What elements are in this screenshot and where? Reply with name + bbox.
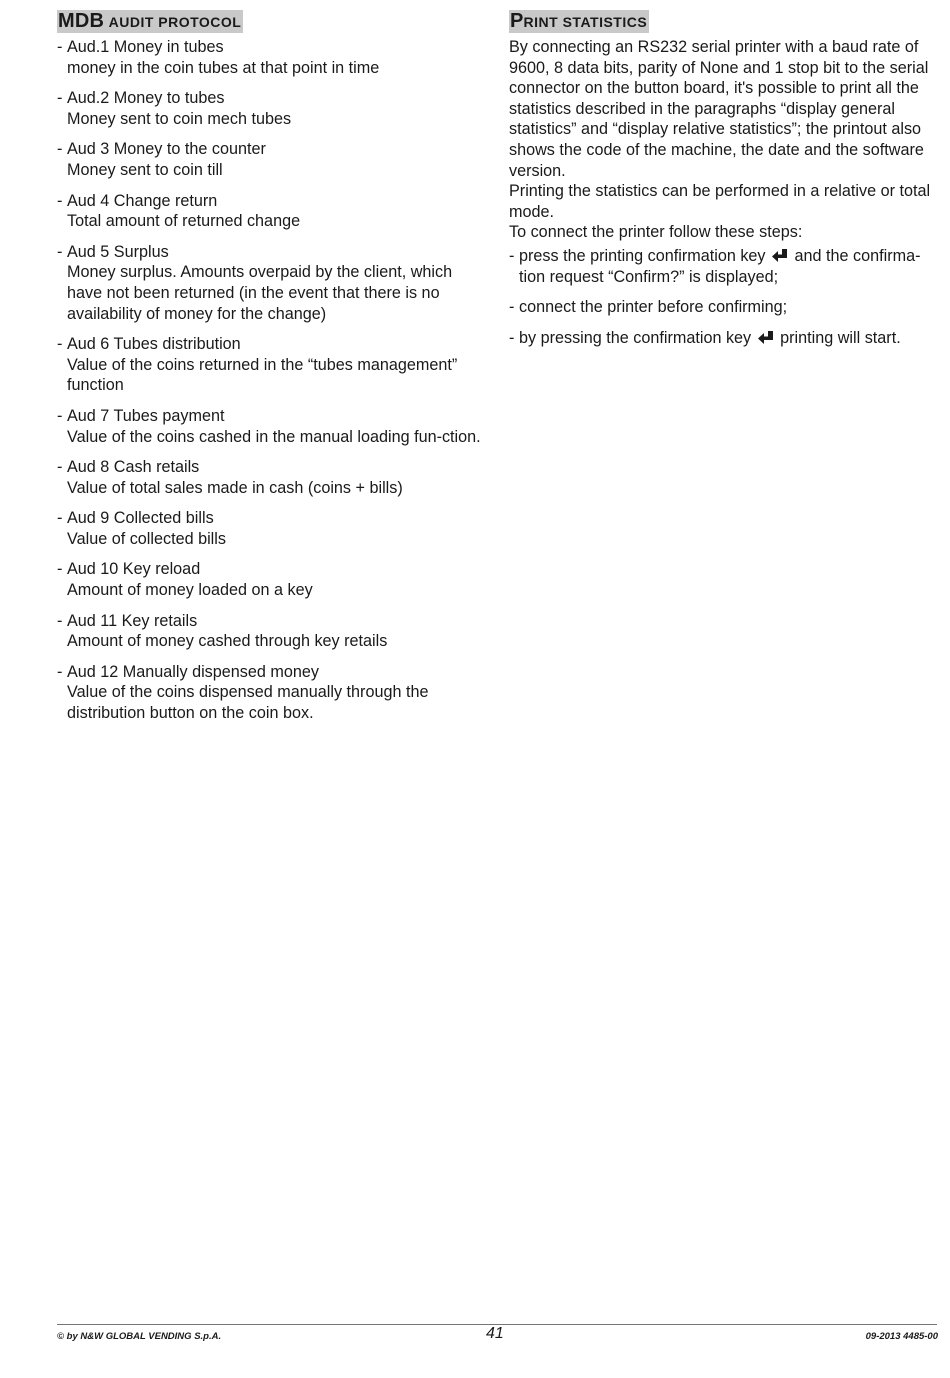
list-dash: -	[57, 191, 63, 210]
enter-key-icon	[757, 330, 775, 346]
heading-mdb: MDB	[58, 10, 105, 32]
audit-item-title: Aud 4 Change return	[67, 191, 218, 210]
audit-item-desc: Amount of money cashed through key retails	[67, 632, 388, 651]
enter-key-icon	[771, 248, 789, 264]
audit-item-title: Aud 9 Collected bills	[67, 509, 214, 528]
audit-item-desc: Value of total sales made in cash (coins + bills)	[67, 478, 403, 497]
mode-paragraph: Printing the statistics can be performed in a relative or total mode.	[509, 182, 931, 221]
step-text-before: connect the printer before confirming;	[519, 298, 788, 317]
list-dash: -	[57, 38, 63, 56]
list-dash: -	[57, 89, 63, 108]
step-text-before: press the printing confirmation key	[519, 246, 766, 265]
audit-item	[57, 139, 482, 180]
list-dash: -	[509, 246, 515, 265]
audit-item-desc: Money sent to coin till	[67, 160, 223, 179]
step-item	[509, 328, 939, 349]
list-dash: -	[509, 298, 515, 317]
audit-item-title: Aud 11 Key retails	[67, 611, 198, 630]
audit-item-title: Aud 5 Surplus	[67, 242, 169, 261]
list-dash: -	[57, 140, 63, 159]
list-dash: -	[57, 611, 63, 630]
footer-doc-code: 09-2013 4485-00	[865, 1331, 938, 1342]
section-heading-print	[509, 10, 649, 33]
audit-item-desc: money in the coin tubes at that point in time	[67, 58, 380, 77]
audit-item	[57, 457, 482, 498]
audit-item-title: Aud.2 Money to tubes	[67, 89, 225, 108]
audit-item-title: Aud.1 Money in tubes	[67, 38, 224, 56]
audit-item	[57, 242, 482, 324]
heading-print-statistics: RINT STATISTICS	[523, 14, 648, 30]
audit-item-title: Aud 12 Manually dispensed money	[67, 662, 319, 681]
audit-item-desc: Total amount of returned change	[67, 212, 301, 231]
audit-item	[57, 191, 482, 232]
audit-item-title: Aud 10 Key reload	[67, 560, 201, 579]
step-item	[509, 246, 939, 287]
audit-item	[57, 37, 482, 78]
heading-initial: P	[510, 10, 524, 32]
audit-item-title: Aud 7 Tubes payment	[67, 406, 225, 425]
audit-item	[57, 611, 482, 652]
audit-item-title: Aud 3 Money to the counter	[67, 140, 266, 159]
step-text-after: and the confirma-tion request “Confirm?” is displayed;	[519, 246, 921, 286]
list-dash: -	[509, 328, 515, 347]
heading-audit-protocol: AUDIT PROTOCOL	[108, 14, 242, 30]
audit-item-desc: Value of collected bills	[67, 529, 226, 548]
steps-intro: To connect the printer follow these steps:	[509, 223, 803, 242]
list-dash: -	[57, 560, 63, 579]
step-text-before: by pressing the confirmation key	[519, 328, 752, 347]
list-dash: -	[57, 662, 63, 681]
audit-item	[57, 88, 482, 129]
list-dash: -	[57, 509, 63, 528]
audit-item-desc: Money sent to coin mech tubes	[67, 109, 292, 128]
audit-item-title: Aud 6 Tubes distribution	[67, 335, 241, 354]
audit-item-desc: Amount of money loaded on a key	[67, 581, 313, 600]
list-dash: -	[57, 335, 63, 354]
step-text-after: printing will start.	[780, 328, 901, 347]
intro-paragraph: By connecting an RS232 serial printer with a baud rate of 9600, 8 data bits, parity of None and 1 stop bit to the serial connector on the button board, it's possible to print all the statistics described in the paragraphs “display general statistics” and “display relative statistics”; the printout also shows the code of the machine, the date and the software version.	[509, 38, 929, 180]
audit-item	[57, 559, 482, 600]
audit-item-desc: Value of the coins dispensed manually through the distribution button on the coin box.	[67, 683, 429, 723]
audit-item-desc: Value of the coins returned in the “tubes management” function	[67, 355, 458, 395]
list-dash: -	[57, 406, 63, 425]
list-dash: -	[57, 458, 63, 477]
print-statistics-section	[509, 10, 939, 358]
audit-item-desc: Value of the coins cashed in the manual loading fun-ction.	[67, 427, 481, 446]
section-heading-audit	[57, 10, 243, 33]
audit-protocol-section	[57, 10, 482, 734]
audit-item	[57, 334, 482, 396]
step-item	[509, 297, 939, 318]
audit-item-title: Aud 8 Cash retails	[67, 458, 200, 477]
audit-item	[57, 508, 482, 549]
audit-item-desc: Money surplus. Amounts overpaid by the client, which have not been returned (in the event that there is no availability of money for the change)	[67, 263, 453, 323]
list-dash: -	[57, 242, 63, 261]
footer-copyright: © by N&W GLOBAL VENDING S.p.A.	[57, 1331, 222, 1342]
page-number: 41	[486, 1325, 504, 1342]
audit-item	[57, 406, 482, 447]
audit-item	[57, 662, 482, 724]
